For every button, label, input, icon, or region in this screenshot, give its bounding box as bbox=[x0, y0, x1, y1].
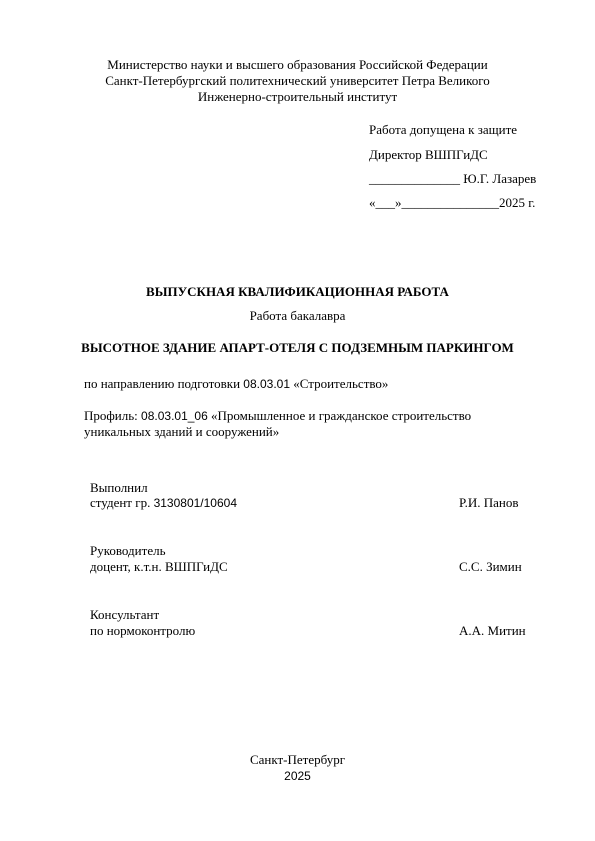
institute-line: Инженерно-строительный институт bbox=[197, 89, 398, 104]
degree-subtitle: Работа бакалавра bbox=[249, 308, 346, 323]
signatory-position-supervisor: доцент, к.т.н. ВШПГиДС bbox=[90, 559, 228, 574]
direction-name: «Строительство» bbox=[293, 376, 389, 391]
signatory-role-supervisor: Руководитель bbox=[90, 543, 166, 558]
author-group-code: 3130801/10604 bbox=[153, 496, 237, 510]
signatory-name-supervisor: С.С. Зимин bbox=[459, 559, 522, 574]
profile-name-line2: уникальных зданий и сооружений» bbox=[84, 424, 280, 439]
footer-city: Санкт-Петербург bbox=[249, 752, 346, 767]
approval-admitted: Работа допущена к защите bbox=[369, 122, 518, 137]
signatory-role-consultant: Консультант bbox=[90, 607, 160, 622]
work-type-title: ВЫПУСКНАЯ КВАЛИФИКАЦИОННАЯ РАБОТА bbox=[146, 284, 449, 299]
direction-code: 08.03.01 bbox=[243, 377, 291, 391]
direction-prefix: по направлению подготовки bbox=[84, 376, 241, 391]
approval-signature: ______________ Ю.Г. Лазарев bbox=[369, 171, 537, 186]
footer-year: 2025 bbox=[284, 769, 311, 783]
signatory-position-consultant: по нормоконтролю bbox=[90, 623, 196, 638]
signatory-role-author: Выполнил bbox=[90, 480, 148, 495]
direction-line bbox=[84, 376, 388, 392]
signatory-name-consultant: А.А. Митин bbox=[459, 623, 526, 638]
topic-title: ВЫСОТНОЕ ЗДАНИЕ АПАРТ-ОТЕЛЯ С ПОДЗЕМНЫМ ПАРКИНГОМ bbox=[81, 340, 514, 355]
signatory-name-author: Р.И. Панов bbox=[459, 495, 519, 510]
university-line: Санкт-Петербургский политехнический университет Петра Великого bbox=[105, 73, 490, 88]
profile-name-line1: «Промышленное и гражданское строительство bbox=[211, 408, 472, 423]
approval-director: Директор ВШПГиДС bbox=[369, 147, 488, 162]
author-group-prefix: студент гр. bbox=[90, 495, 151, 510]
profile-prefix: Профиль: bbox=[84, 408, 138, 423]
ministry-line: Министерство науки и высшего образования Российской Федерации bbox=[107, 57, 488, 72]
profile-line bbox=[84, 408, 471, 424]
signatory-position-author bbox=[90, 495, 237, 511]
approval-date: «___»_______________2025 г. bbox=[369, 195, 536, 210]
profile-code: 08.03.01_06 bbox=[141, 409, 208, 423]
